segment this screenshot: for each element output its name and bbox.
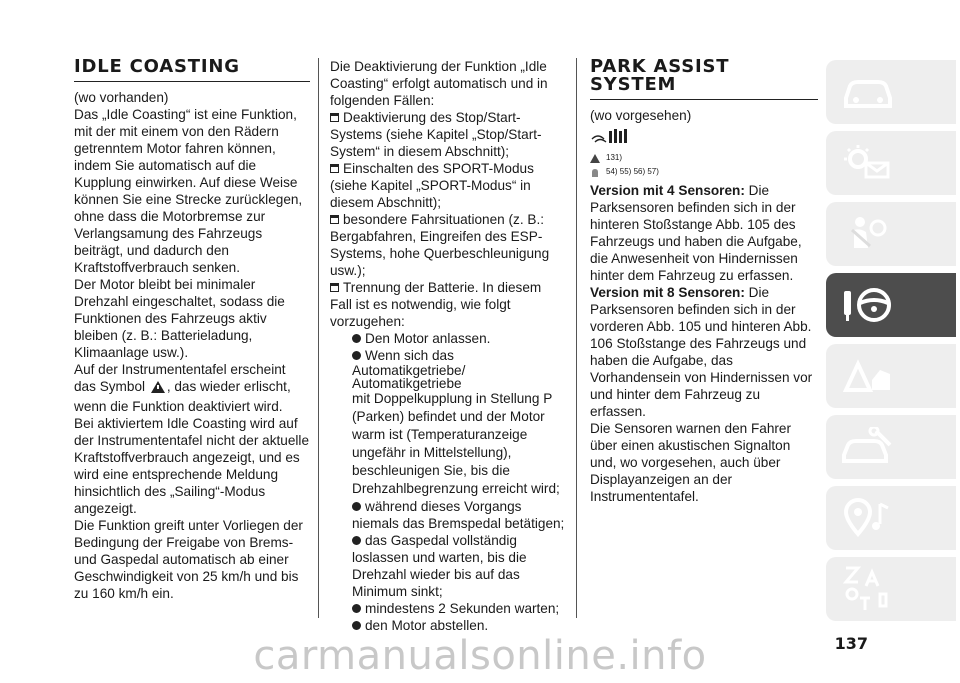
list-item (330, 109, 566, 160)
column-park-assist (590, 58, 818, 505)
list-item-text: besondere Fahrsituationen (z. B.: Bergabfahren, Eingreifen des ESP-Systems, hohe Querbeschleunigung usw.); (330, 212, 550, 278)
bullet-icon (352, 351, 361, 360)
subheading: Version mit 4 Sensoren: (590, 183, 745, 198)
paragraph (74, 361, 310, 415)
sub-list-text: Wenn sich das (365, 348, 454, 363)
text-span: , das wieder erlischt, wenn die Funktion deaktiviert wird. (74, 379, 291, 414)
heading-line: SYSTEM (590, 74, 677, 95)
map-pin-music-icon (840, 498, 896, 538)
key-steering-wheel-icon (840, 285, 896, 325)
section-heading-idle-coasting: IDLE COASTING (74, 58, 310, 82)
car-wrench-icon (840, 427, 896, 467)
reference-numbers: 54) 55) 56) 57) (606, 167, 659, 176)
paragraph: (wo vorgesehen) (590, 108, 692, 123)
park-sensor-icon (590, 127, 818, 149)
sub-list-item (352, 347, 566, 364)
tab-alphabet-index[interactable] (826, 557, 956, 621)
watermark: carmanualsonline.info (253, 633, 707, 679)
sub-list-item (352, 617, 566, 634)
sub-list-text: Den Motor anlassen. (365, 331, 491, 346)
list-item (330, 160, 566, 211)
tab-car-front[interactable] (826, 60, 956, 124)
paragraph: Das „Idle Coasting“ ist eine Funktion, mit der mit einem von den Rädern getrenntem Motor fahren können, indem Sie automatisch auf die Kupplung einwirken. Auf diese Weise können Sie eine Strecke zurücklegen, ohne dass die Motorbremse zur Verlangsamung des Fahrzeugs beiträgt, und dadurch den Kraftstoffverbrauch senken. (74, 107, 303, 275)
sub-list-text: das Gaspedal vollständig loslassen und warten, bis die Drehzahl wieder bis auf das Minimum sinkt; (352, 533, 527, 599)
section-heading-park-assist (590, 58, 818, 100)
chapter-tabs (826, 60, 956, 628)
bullet-icon (352, 334, 361, 343)
page-number: 137 (834, 634, 868, 653)
checkbox-bullet-icon (330, 164, 339, 173)
warning-reference (590, 151, 818, 165)
caution-hand-icon (590, 168, 600, 177)
bullet-icon (352, 604, 361, 613)
sub-list-item (352, 532, 566, 600)
list-item (330, 279, 566, 330)
paragraph (590, 182, 818, 284)
checkbox-bullet-icon (330, 283, 339, 292)
list-item-text: Trennung der Batterie. In diesem Fall ist es notwendig, wie folgt vorzugehen: (330, 280, 542, 329)
list-item (330, 211, 566, 279)
seatbelt-airbag-icon (840, 214, 896, 254)
paragraph: Der Motor bleibt bei minimaler Drehzahl eingeschaltet, sodass die Funktionen des Fahrzeugs aktiv bleiben (z. B.: Batterieladung, Klimaanlage usw.). (74, 277, 285, 360)
heading-line: PARK ASSIST (590, 56, 730, 77)
sub-list-text: den Motor abstellen. (365, 618, 489, 633)
sub-list-text: während dieses Vorgangs niemals das Bremspedal betätigen; (352, 499, 565, 531)
sub-list-text: mit Doppelkupplung in Stellung P (Parken) befindet und der Motor warm ist (Temperaturanzeige ungefähr in Mittelstellung), beschleunigen Sie, bis die Drehzahlbegrenzung erreicht wird; (352, 391, 560, 496)
column-deactivation (330, 58, 566, 634)
sailing-symbol-icon (150, 380, 166, 398)
sub-list-item (352, 600, 566, 617)
warning-triangle-icon (590, 154, 600, 163)
alphabet-index-icon (840, 564, 896, 614)
sub-list-text: mindestens 2 Sekunden warten; (365, 601, 560, 616)
column-idle-coasting (74, 58, 310, 602)
bullet-icon (352, 536, 361, 545)
column-divider (318, 58, 319, 618)
tab-warning-lights[interactable] (826, 131, 956, 195)
paragraph: Die Deaktivierung der Funktion „Idle Coasting“ erfolgt automatisch und in folgenden Fällen: (330, 59, 548, 108)
text-span: Die Parksensoren befinden sich in der hinteren Stoßstange Abb. 105 des Fahrzeugs und haben die Aufgabe, die Anwesenheit von Hindernissen hinter dem Fahrzeug zu erfassen. (590, 183, 802, 283)
paragraph: Bei aktiviertem Idle Coasting wird auf der Instrumententafel nicht der aktuelle Kraftstoffverbrauch angezeigt, und es wird eine entsprechende Meldung hinsichtlich des „Sailing“-Modus angezeigt. (74, 416, 310, 516)
warning-lights-icon (840, 143, 896, 183)
tab-warning-triangle[interactable] (826, 344, 956, 408)
tab-map-pin-music[interactable] (826, 486, 956, 550)
column-divider (576, 58, 577, 618)
car-front-icon (840, 72, 896, 112)
text-span: Auf der Instrumententafel erscheint das Symbol (74, 362, 286, 394)
tab-seatbelt-airbag[interactable] (826, 202, 956, 266)
paragraph: (wo vorhanden) (74, 90, 169, 105)
paragraph (590, 284, 818, 420)
paragraph: Die Sensoren warnen den Fahrer über einen akustischen Signalton und, wo vorgesehen, auch über Displayanzeigen an der Instrumententafel. (590, 421, 791, 504)
sub-list (330, 330, 566, 634)
bullet-icon (352, 621, 361, 630)
sub-list-item (352, 498, 566, 532)
warning-triangle-icon (840, 356, 896, 396)
tab-key-steering-wheel[interactable] (826, 273, 956, 337)
text-span: Die Parksensoren befinden sich in der vorderen Abb. 105 und hinteren Abb. 106 Stoßstange des Fahrzeugs und haben die Aufgabe, das Vorhandensein von Hindernissen vor und hinter dem Fahrzeug zu erfassen. (590, 285, 813, 419)
sub-list-text: Automatikgetriebe (352, 376, 462, 391)
tab-car-wrench[interactable] (826, 415, 956, 479)
list-item-text: Einschalten des SPORT-Modus (siehe Kapitel „SPORT-Modus“ in diesem Abschnitt); (330, 161, 534, 210)
list-item-text: Deaktivierung des Stop/Start-Systems (siehe Kapitel „Stop/Start-System“ in diesem Abschnitt); (330, 110, 542, 159)
checkbox-bullet-icon (330, 113, 339, 122)
bullet-icon (352, 502, 361, 511)
reference-number: 131) (606, 153, 623, 162)
checkbox-bullet-icon (330, 215, 339, 224)
caution-reference (590, 165, 818, 179)
sub-list-item (352, 330, 566, 347)
paragraph: Die Funktion greift unter Vorliegen der Bedingung der Freigabe von Brems- und Gaspedal automatisch ab einer Geschwindigkeit von 25 km/h und bis zu 160 km/h ein. (74, 518, 303, 601)
subheading: Version mit 8 Sensoren: (590, 285, 745, 300)
sub-list-text: Automatikgetriebe/ (352, 363, 466, 378)
